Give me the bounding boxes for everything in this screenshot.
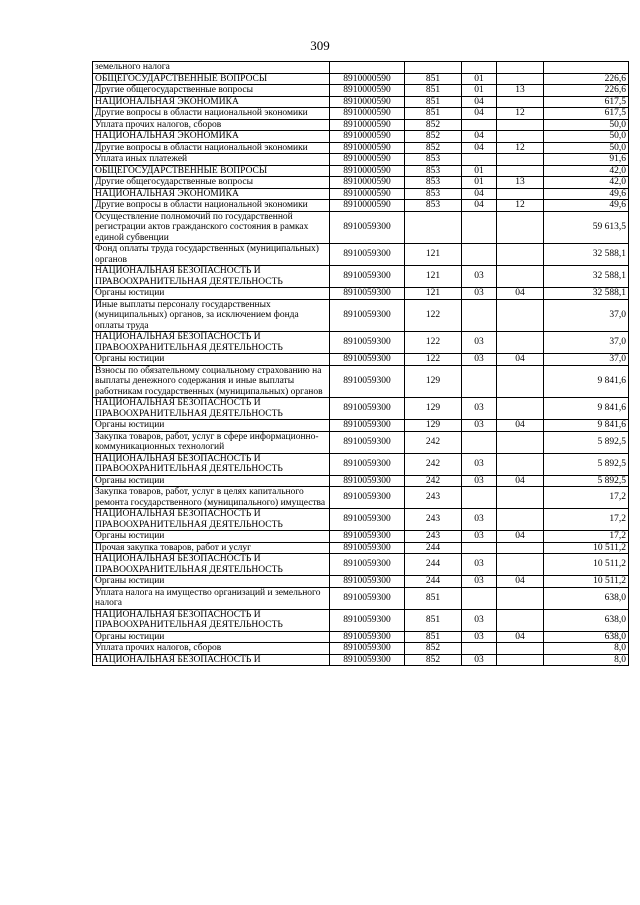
- row-name-cell: Фонд оплаты труда государственных (муниципальных) органов: [93, 244, 330, 266]
- expense-type-cell: 852: [405, 131, 462, 143]
- subsection-cell: [497, 509, 544, 531]
- subsection-cell: [497, 453, 544, 475]
- section-cell: [462, 487, 497, 509]
- expense-type-cell: 853: [405, 177, 462, 189]
- amount-cell: 617,5: [544, 108, 629, 120]
- row-name-cell: НАЦИОНАЛЬНАЯ БЕЗОПАСНОСТЬ И ПРАВООХРАНИТЕЛЬНАЯ ДЕЯТЕЛЬНОСТЬ: [93, 554, 330, 576]
- table-row: [93, 398, 629, 420]
- row-name-cell: Другие общегосударственные вопросы: [93, 177, 330, 189]
- amount-cell: 17,2: [544, 509, 629, 531]
- expense-type-cell: 851: [405, 631, 462, 643]
- row-name-cell: НАЦИОНАЛЬНАЯ БЕЗОПАСНОСТЬ И ПРАВООХРАНИТЕЛЬНАЯ ДЕЯТЕЛЬНОСТЬ: [93, 609, 330, 631]
- expense-type-cell: 129: [405, 365, 462, 398]
- table-row: [93, 131, 629, 143]
- table-row: [93, 96, 629, 108]
- section-cell: 03: [462, 453, 497, 475]
- subsection-cell: [497, 654, 544, 666]
- target-article-cell: 8910059300: [330, 266, 405, 288]
- amount-cell: 49,6: [544, 200, 629, 212]
- subsection-cell: 04: [497, 288, 544, 300]
- amount-cell: 32 588,1: [544, 288, 629, 300]
- target-article-cell: 8910059300: [330, 643, 405, 655]
- expense-type-cell: 851: [405, 108, 462, 120]
- expense-type-cell: 122: [405, 354, 462, 366]
- amount-cell: 9 841,6: [544, 398, 629, 420]
- subsection-cell: [497, 542, 544, 554]
- section-cell: 04: [462, 200, 497, 212]
- section-cell: [462, 119, 497, 131]
- target-article-cell: 8910059300: [330, 509, 405, 531]
- table-row: [93, 576, 629, 588]
- target-article-cell: 8910059300: [330, 475, 405, 487]
- section-cell: [462, 365, 497, 398]
- subsection-cell: [497, 365, 544, 398]
- row-name-cell: НАЦИОНАЛЬНАЯ БЕЗОПАСНОСТЬ И ПРАВООХРАНИТЕЛЬНАЯ ДЕЯТЕЛЬНОСТЬ: [93, 398, 330, 420]
- section-cell: 03: [462, 398, 497, 420]
- row-name-cell: Другие общегосударственные вопросы: [93, 85, 330, 97]
- amount-cell: 49,6: [544, 188, 629, 200]
- amount-cell: 32 588,1: [544, 266, 629, 288]
- section-cell: 03: [462, 554, 497, 576]
- table-row: [93, 587, 629, 609]
- target-article-cell: 8910059300: [330, 542, 405, 554]
- subsection-cell: 04: [497, 354, 544, 366]
- amount-cell: 17,2: [544, 531, 629, 543]
- subsection-cell: [497, 131, 544, 143]
- amount-cell: 8,0: [544, 654, 629, 666]
- amount-cell: 37,0: [544, 299, 629, 332]
- section-cell: 03: [462, 609, 497, 631]
- expense-type-cell: [405, 211, 462, 244]
- target-article-cell: 8910000590: [330, 165, 405, 177]
- subsection-cell: 04: [497, 576, 544, 588]
- target-article-cell: 8910000590: [330, 177, 405, 189]
- target-article-cell: 8910059300: [330, 244, 405, 266]
- amount-cell: 638,0: [544, 609, 629, 631]
- amount-cell: 226,6: [544, 85, 629, 97]
- expense-type-cell: 243: [405, 531, 462, 543]
- section-cell: [462, 643, 497, 655]
- amount-cell: 37,0: [544, 332, 629, 354]
- expense-type-cell: 243: [405, 487, 462, 509]
- section-cell: [462, 211, 497, 244]
- target-article-cell: 8910059300: [330, 587, 405, 609]
- subsection-cell: [497, 587, 544, 609]
- expense-type-cell: 851: [405, 73, 462, 85]
- section-cell: 03: [462, 354, 497, 366]
- section-cell: 04: [462, 142, 497, 154]
- expense-type-cell: 242: [405, 475, 462, 487]
- subsection-cell: [497, 73, 544, 85]
- section-cell: 03: [462, 654, 497, 666]
- expense-type-cell: [405, 62, 462, 74]
- table-row: [93, 654, 629, 666]
- table-row: [93, 354, 629, 366]
- target-article-cell: 8910059300: [330, 420, 405, 432]
- subsection-cell: [497, 96, 544, 108]
- section-cell: 01: [462, 165, 497, 177]
- section-cell: 03: [462, 509, 497, 531]
- amount-cell: 5 892,5: [544, 453, 629, 475]
- expense-type-cell: 853: [405, 188, 462, 200]
- target-article-cell: 8910000590: [330, 73, 405, 85]
- section-cell: 03: [462, 531, 497, 543]
- amount-cell: 17,2: [544, 487, 629, 509]
- subsection-cell: [497, 62, 544, 74]
- subsection-cell: [497, 609, 544, 631]
- subsection-cell: [497, 398, 544, 420]
- row-name-cell: ОБЩЕГОСУДАРСТВЕННЫЕ ВОПРОСЫ: [93, 73, 330, 85]
- amount-cell: 638,0: [544, 587, 629, 609]
- row-name-cell: ОБЩЕГОСУДАРСТВЕННЫЕ ВОПРОСЫ: [93, 165, 330, 177]
- target-article-cell: 8910059300: [330, 365, 405, 398]
- target-article-cell: 8910059300: [330, 576, 405, 588]
- target-article-cell: 8910059300: [330, 487, 405, 509]
- row-name-cell: Закупка товаров, работ, услуг в целях капитального ремонта государственного (муниципального) имущества: [93, 487, 330, 509]
- table-row: [93, 165, 629, 177]
- expense-type-cell: 122: [405, 332, 462, 354]
- budget-table-body: [93, 62, 629, 666]
- subsection-cell: [497, 299, 544, 332]
- amount-cell: 50,0: [544, 131, 629, 143]
- subsection-cell: [497, 188, 544, 200]
- table-row: [93, 475, 629, 487]
- target-article-cell: 8910000590: [330, 119, 405, 131]
- amount-cell: 91,6: [544, 154, 629, 166]
- subsection-cell: [497, 643, 544, 655]
- expense-type-cell: 851: [405, 587, 462, 609]
- amount-cell: 9 841,6: [544, 365, 629, 398]
- row-name-cell: Другие вопросы в области национальной экономики: [93, 200, 330, 212]
- amount-cell: 10 511,2: [544, 554, 629, 576]
- amount-cell: 9 841,6: [544, 420, 629, 432]
- expense-type-cell: 121: [405, 266, 462, 288]
- section-cell: 03: [462, 576, 497, 588]
- subsection-cell: [497, 154, 544, 166]
- subsection-cell: 04: [497, 631, 544, 643]
- target-article-cell: 8910059300: [330, 431, 405, 453]
- row-name-cell: Уплата налога на имущество организаций и земельного налога: [93, 587, 330, 609]
- amount-cell: 638,0: [544, 631, 629, 643]
- section-cell: 01: [462, 73, 497, 85]
- target-article-cell: 8910059300: [330, 299, 405, 332]
- table-row: [93, 119, 629, 131]
- row-name-cell: Органы юстиции: [93, 420, 330, 432]
- section-cell: [462, 154, 497, 166]
- section-cell: 01: [462, 85, 497, 97]
- table-row: [93, 177, 629, 189]
- expense-type-cell: 129: [405, 398, 462, 420]
- expense-type-cell: 244: [405, 576, 462, 588]
- expense-type-cell: 852: [405, 654, 462, 666]
- table-row: [93, 200, 629, 212]
- target-article-cell: 8910059300: [330, 631, 405, 643]
- subsection-cell: 04: [497, 475, 544, 487]
- section-cell: 04: [462, 131, 497, 143]
- row-name-cell: Уплата иных платежей: [93, 154, 330, 166]
- table-row: [93, 453, 629, 475]
- amount-cell: 617,5: [544, 96, 629, 108]
- target-article-cell: 8910059300: [330, 453, 405, 475]
- amount-cell: 10 511,2: [544, 576, 629, 588]
- section-cell: 03: [462, 475, 497, 487]
- section-cell: 03: [462, 332, 497, 354]
- row-name-cell: НАЦИОНАЛЬНАЯ БЕЗОПАСНОСТЬ И ПРАВООХРАНИТЕЛЬНАЯ ДЕЯТЕЛЬНОСТЬ: [93, 332, 330, 354]
- expense-type-cell: 851: [405, 85, 462, 97]
- section-cell: 03: [462, 266, 497, 288]
- expense-type-cell: 852: [405, 119, 462, 131]
- subsection-cell: [497, 244, 544, 266]
- amount-cell: 226,6: [544, 73, 629, 85]
- row-name-cell: Прочая закупка товаров, работ и услуг: [93, 542, 330, 554]
- row-name-cell: Органы юстиции: [93, 631, 330, 643]
- subsection-cell: 04: [497, 531, 544, 543]
- target-article-cell: 8910059300: [330, 609, 405, 631]
- row-name-cell: Органы юстиции: [93, 354, 330, 366]
- target-article-cell: 8910000590: [330, 131, 405, 143]
- expense-type-cell: 243: [405, 509, 462, 531]
- expense-type-cell: 853: [405, 154, 462, 166]
- table-row: [93, 142, 629, 154]
- row-name-cell: Взносы по обязательному социальному страхованию на выплаты денежного содержания и иные выплаты работникам государственных (муниципальных) органов: [93, 365, 330, 398]
- target-article-cell: 8910059300: [330, 354, 405, 366]
- subsection-cell: 12: [497, 108, 544, 120]
- target-article-cell: 8910000590: [330, 96, 405, 108]
- expense-type-cell: 242: [405, 453, 462, 475]
- expense-type-cell: 122: [405, 299, 462, 332]
- row-name-cell: Другие вопросы в области национальной экономики: [93, 108, 330, 120]
- table-row: [93, 299, 629, 332]
- row-name-cell: Закупка товаров, работ, услуг в сфере информационно-коммуникационных технологий: [93, 431, 330, 453]
- section-cell: 01: [462, 177, 497, 189]
- table-row: [93, 420, 629, 432]
- target-article-cell: 8910000590: [330, 188, 405, 200]
- section-cell: [462, 587, 497, 609]
- table-row: [93, 73, 629, 85]
- row-name-cell: Уплата прочих налогов, сборов: [93, 119, 330, 131]
- subsection-cell: 12: [497, 200, 544, 212]
- table-row: [93, 509, 629, 531]
- section-cell: [462, 431, 497, 453]
- section-cell: 03: [462, 420, 497, 432]
- section-cell: 04: [462, 96, 497, 108]
- subsection-cell: [497, 119, 544, 131]
- section-cell: [462, 62, 497, 74]
- target-article-cell: 8910059300: [330, 654, 405, 666]
- subsection-cell: 13: [497, 85, 544, 97]
- page-number: 309: [310, 38, 330, 53]
- amount-cell: 5 892,5: [544, 475, 629, 487]
- table-row: [93, 531, 629, 543]
- budget-table: [92, 61, 629, 666]
- amount-cell: 42,0: [544, 165, 629, 177]
- section-cell: [462, 299, 497, 332]
- subsection-cell: 13: [497, 177, 544, 189]
- section-cell: 03: [462, 288, 497, 300]
- target-article-cell: 8910000590: [330, 142, 405, 154]
- target-article-cell: 8910059300: [330, 398, 405, 420]
- target-article-cell: 8910059300: [330, 531, 405, 543]
- subsection-cell: [497, 487, 544, 509]
- amount-cell: 8,0: [544, 643, 629, 655]
- table-row: [93, 332, 629, 354]
- table-row: [93, 62, 629, 74]
- table-row: [93, 554, 629, 576]
- amount-cell: 32 588,1: [544, 244, 629, 266]
- section-cell: [462, 542, 497, 554]
- row-name-cell: НАЦИОНАЛЬНАЯ ЭКОНОМИКА: [93, 131, 330, 143]
- expense-type-cell: 129: [405, 420, 462, 432]
- row-name-cell: Другие вопросы в области национальной экономики: [93, 142, 330, 154]
- table-row: [93, 288, 629, 300]
- expense-type-cell: 852: [405, 142, 462, 154]
- expense-type-cell: 851: [405, 609, 462, 631]
- table-row: [93, 542, 629, 554]
- row-name-cell: НАЦИОНАЛЬНАЯ ЭКОНОМИКА: [93, 96, 330, 108]
- subsection-cell: 12: [497, 142, 544, 154]
- table-row: [93, 154, 629, 166]
- table-row: [93, 643, 629, 655]
- expense-type-cell: 242: [405, 431, 462, 453]
- table-row: [93, 431, 629, 453]
- expense-type-cell: 121: [405, 244, 462, 266]
- section-cell: 03: [462, 631, 497, 643]
- row-name-cell: земельного налога: [93, 62, 330, 74]
- amount-cell: [544, 62, 629, 74]
- target-article-cell: 8910000590: [330, 200, 405, 212]
- subsection-cell: [497, 266, 544, 288]
- subsection-cell: [497, 165, 544, 177]
- table-row: [93, 266, 629, 288]
- target-article-cell: 8910059300: [330, 211, 405, 244]
- amount-cell: 10 511,2: [544, 542, 629, 554]
- row-name-cell: Иные выплаты персоналу государственных (муниципальных) органов, за исключением фонда оплаты труда: [93, 299, 330, 332]
- row-name-cell: Органы юстиции: [93, 475, 330, 487]
- subsection-cell: [497, 211, 544, 244]
- row-name-cell: НАЦИОНАЛЬНАЯ БЕЗОПАСНОСТЬ И ПРАВООХРАНИТЕЛЬНАЯ ДЕЯТЕЛЬНОСТЬ: [93, 453, 330, 475]
- section-cell: [462, 244, 497, 266]
- table-row: [93, 188, 629, 200]
- subsection-cell: [497, 554, 544, 576]
- target-article-cell: 8910059300: [330, 554, 405, 576]
- row-name-cell: Органы юстиции: [93, 288, 330, 300]
- row-name-cell: Уплата прочих налогов, сборов: [93, 643, 330, 655]
- table-row: [93, 365, 629, 398]
- amount-cell: 59 613,5: [544, 211, 629, 244]
- table-row: [93, 211, 629, 244]
- row-name-cell: Осуществление полномочий по государственной регистрации актов гражданского состояния в рамках единой субвенции: [93, 211, 330, 244]
- target-article-cell: [330, 62, 405, 74]
- table-row: [93, 244, 629, 266]
- table-row: [93, 631, 629, 643]
- amount-cell: 5 892,5: [544, 431, 629, 453]
- subsection-cell: [497, 431, 544, 453]
- expense-type-cell: 851: [405, 96, 462, 108]
- table-row: [93, 487, 629, 509]
- row-name-cell: НАЦИОНАЛЬНАЯ ЭКОНОМИКА: [93, 188, 330, 200]
- subsection-cell: 04: [497, 420, 544, 432]
- expense-type-cell: 244: [405, 542, 462, 554]
- expense-type-cell: 853: [405, 200, 462, 212]
- target-article-cell: 8910000590: [330, 154, 405, 166]
- row-name-cell: НАЦИОНАЛЬНАЯ БЕЗОПАСНОСТЬ И: [93, 654, 330, 666]
- target-article-cell: 8910059300: [330, 288, 405, 300]
- row-name-cell: Органы юстиции: [93, 576, 330, 588]
- expense-type-cell: 244: [405, 554, 462, 576]
- section-cell: 04: [462, 188, 497, 200]
- table-row: [93, 85, 629, 97]
- expense-type-cell: 853: [405, 165, 462, 177]
- expense-type-cell: 852: [405, 643, 462, 655]
- subsection-cell: [497, 332, 544, 354]
- target-article-cell: 8910000590: [330, 108, 405, 120]
- amount-cell: 50,0: [544, 142, 629, 154]
- target-article-cell: 8910059300: [330, 332, 405, 354]
- row-name-cell: Органы юстиции: [93, 531, 330, 543]
- amount-cell: 37,0: [544, 354, 629, 366]
- table-row: [93, 609, 629, 631]
- amount-cell: 42,0: [544, 177, 629, 189]
- row-name-cell: НАЦИОНАЛЬНАЯ БЕЗОПАСНОСТЬ И ПРАВООХРАНИТЕЛЬНАЯ ДЕЯТЕЛЬНОСТЬ: [93, 509, 330, 531]
- expense-type-cell: 121: [405, 288, 462, 300]
- target-article-cell: 8910000590: [330, 85, 405, 97]
- table-row: [93, 108, 629, 120]
- amount-cell: 50,0: [544, 119, 629, 131]
- row-name-cell: НАЦИОНАЛЬНАЯ БЕЗОПАСНОСТЬ И ПРАВООХРАНИТЕЛЬНАЯ ДЕЯТЕЛЬНОСТЬ: [93, 266, 330, 288]
- section-cell: 04: [462, 108, 497, 120]
